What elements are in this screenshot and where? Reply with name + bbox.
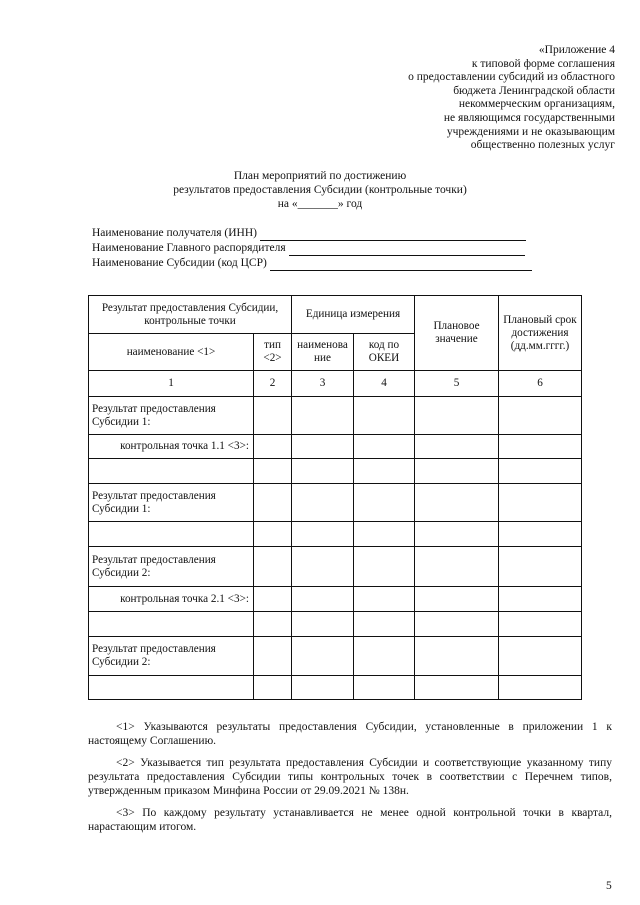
header-okei: код по ОКЕИ <box>354 334 415 371</box>
table-cell[interactable] <box>89 612 254 637</box>
table-cell[interactable] <box>499 547 582 587</box>
table-cell[interactable] <box>499 676 582 700</box>
table-cell[interactable] <box>254 459 292 484</box>
col-number: 3 <box>292 371 354 397</box>
table-cell[interactable] <box>354 587 415 612</box>
header-type: тип <2> <box>254 334 292 371</box>
column-number-row <box>89 371 582 397</box>
table-cell[interactable] <box>415 612 499 637</box>
result-cell: Результат предоставления Субсидии 2: <box>89 637 254 676</box>
table-cell[interactable] <box>254 522 292 547</box>
table-cell[interactable] <box>292 459 354 484</box>
table-cell[interactable] <box>354 484 415 522</box>
control-points-table <box>88 295 582 700</box>
table-cell[interactable] <box>354 676 415 700</box>
page-number: 5 <box>606 880 612 892</box>
manager-field <box>92 241 532 256</box>
table-cell[interactable] <box>354 612 415 637</box>
table-row <box>89 459 582 484</box>
table-cell[interactable] <box>292 397 354 435</box>
table-cell[interactable] <box>292 435 354 459</box>
table-cell[interactable] <box>292 612 354 637</box>
col-number: 6 <box>499 371 582 397</box>
header-planned-date: Плановый срок достижения (дд.мм.гггг.) <box>499 296 582 371</box>
col-number: 2 <box>254 371 292 397</box>
table-cell[interactable] <box>499 397 582 435</box>
table-cell[interactable] <box>254 676 292 700</box>
table-row <box>89 435 582 459</box>
table-cell[interactable] <box>254 587 292 612</box>
table-cell[interactable] <box>354 435 415 459</box>
table-row <box>89 484 582 522</box>
col-number: 5 <box>415 371 499 397</box>
title-line-2: результатов предоставления Субсидии (контрольные точки) <box>173 184 467 196</box>
table-cell[interactable] <box>254 637 292 676</box>
table-cell[interactable] <box>354 522 415 547</box>
table-cell[interactable] <box>499 522 582 547</box>
table-cell[interactable] <box>254 435 292 459</box>
table-cell[interactable] <box>499 587 582 612</box>
table-row <box>89 397 582 435</box>
table-row <box>89 612 582 637</box>
table-cell[interactable] <box>89 676 254 700</box>
appendix-line: о предоставлении субсидий из областного <box>408 71 615 84</box>
table-cell[interactable] <box>254 612 292 637</box>
result-cell: Результат предоставления Субсидии 2: <box>89 547 254 587</box>
table-cell[interactable] <box>415 397 499 435</box>
table-cell[interactable] <box>254 547 292 587</box>
appendix-line: общественно полезных услуг <box>470 139 615 152</box>
footnote-1: <1> Указываются результаты предоставления Субсидии, установленные в приложении 1 к настоящему Соглашению. <box>88 721 612 747</box>
header-unit-group: Единица измерения <box>292 296 415 334</box>
footnote-2: <2> Указывается тип результата предоставления Субсидии и соответствующие указанному типу результата предоставления Субсидии типы контрольных точек в соответствии с Перечнем типов, утвержденным приказом Минфина России от 29.09.2021 № 138н. <box>88 757 612 797</box>
title-line-1: План мероприятий по достижению <box>233 170 407 182</box>
appendix-header <box>315 44 615 153</box>
col-number: 4 <box>354 371 415 397</box>
table-cell[interactable] <box>499 435 582 459</box>
form-fields <box>92 226 532 271</box>
table-cell[interactable] <box>415 459 499 484</box>
footnotes <box>88 720 612 842</box>
table-cell[interactable] <box>89 459 254 484</box>
table-cell[interactable] <box>499 484 582 522</box>
table-cell[interactable] <box>254 397 292 435</box>
table-cell[interactable] <box>415 637 499 676</box>
table-row <box>89 637 582 676</box>
result-cell: Результат предоставления Субсидии 1: <box>89 484 254 522</box>
table-cell[interactable] <box>292 637 354 676</box>
table-row <box>89 676 582 700</box>
appendix-line: бюджета Ленинградской области <box>453 84 615 97</box>
table-cell[interactable] <box>292 522 354 547</box>
control-point-cell: контрольная точка 2.1 <3>: <box>89 587 254 612</box>
table-cell[interactable] <box>354 397 415 435</box>
table-cell[interactable] <box>415 484 499 522</box>
appendix-line: не являющимся государственными <box>443 111 615 124</box>
table-cell[interactable] <box>415 435 499 459</box>
table-cell[interactable] <box>89 522 254 547</box>
table-cell[interactable] <box>415 587 499 612</box>
result-cell: Результат предоставления Субсидии 1: <box>89 397 254 435</box>
recipient-field <box>92 226 532 241</box>
subsidy-blank[interactable] <box>270 259 532 271</box>
table-row <box>89 547 582 587</box>
table-cell[interactable] <box>354 547 415 587</box>
table-cell[interactable] <box>499 459 582 484</box>
control-point-cell: контрольная точка 1.1 <3>: <box>89 435 254 459</box>
table-cell[interactable] <box>415 547 499 587</box>
manager-blank[interactable] <box>289 244 525 256</box>
appendix-line: некоммерческим организациям, <box>458 98 615 111</box>
appendix-line: к типовой форме соглашения <box>471 57 615 70</box>
footnote-3: <3> По каждому результату устанавливается не менее одной контрольной точки в квартал, нарастающим итогом. <box>88 807 612 833</box>
appendix-line: «Приложение 4 <box>538 44 615 56</box>
table-cell[interactable] <box>292 484 354 522</box>
table-cell[interactable] <box>354 637 415 676</box>
recipient-blank[interactable] <box>260 229 526 241</box>
table-cell[interactable] <box>292 547 354 587</box>
subsidy-label: Наименование Субсидии (код ЦСР) <box>92 257 267 269</box>
table-cell[interactable] <box>292 587 354 612</box>
document-title <box>0 169 640 211</box>
header-name: наименование <1> <box>89 334 254 371</box>
table-cell[interactable] <box>415 676 499 700</box>
table-cell[interactable] <box>499 612 582 637</box>
table-header-row <box>89 296 582 334</box>
recipient-label: Наименование получателя (ИНН) <box>92 227 257 239</box>
manager-label: Наименование Главного распорядителя <box>92 242 286 254</box>
title-line-3: на «_______» год <box>277 198 363 210</box>
header-result-group: Результат предоставления Субсидии, контрольные точки <box>89 296 292 334</box>
header-unit-name: наименова ние <box>292 334 354 371</box>
table-cell[interactable] <box>354 459 415 484</box>
table-cell[interactable] <box>292 676 354 700</box>
table-cell[interactable] <box>499 637 582 676</box>
header-planned-value: Плановое значение <box>415 296 499 371</box>
table-cell[interactable] <box>415 522 499 547</box>
table-row <box>89 522 582 547</box>
table-row <box>89 587 582 612</box>
col-number: 1 <box>89 371 254 397</box>
subsidy-field <box>92 256 532 271</box>
appendix-line: учреждениями и не оказывающим <box>446 125 615 138</box>
table-cell[interactable] <box>254 484 292 522</box>
